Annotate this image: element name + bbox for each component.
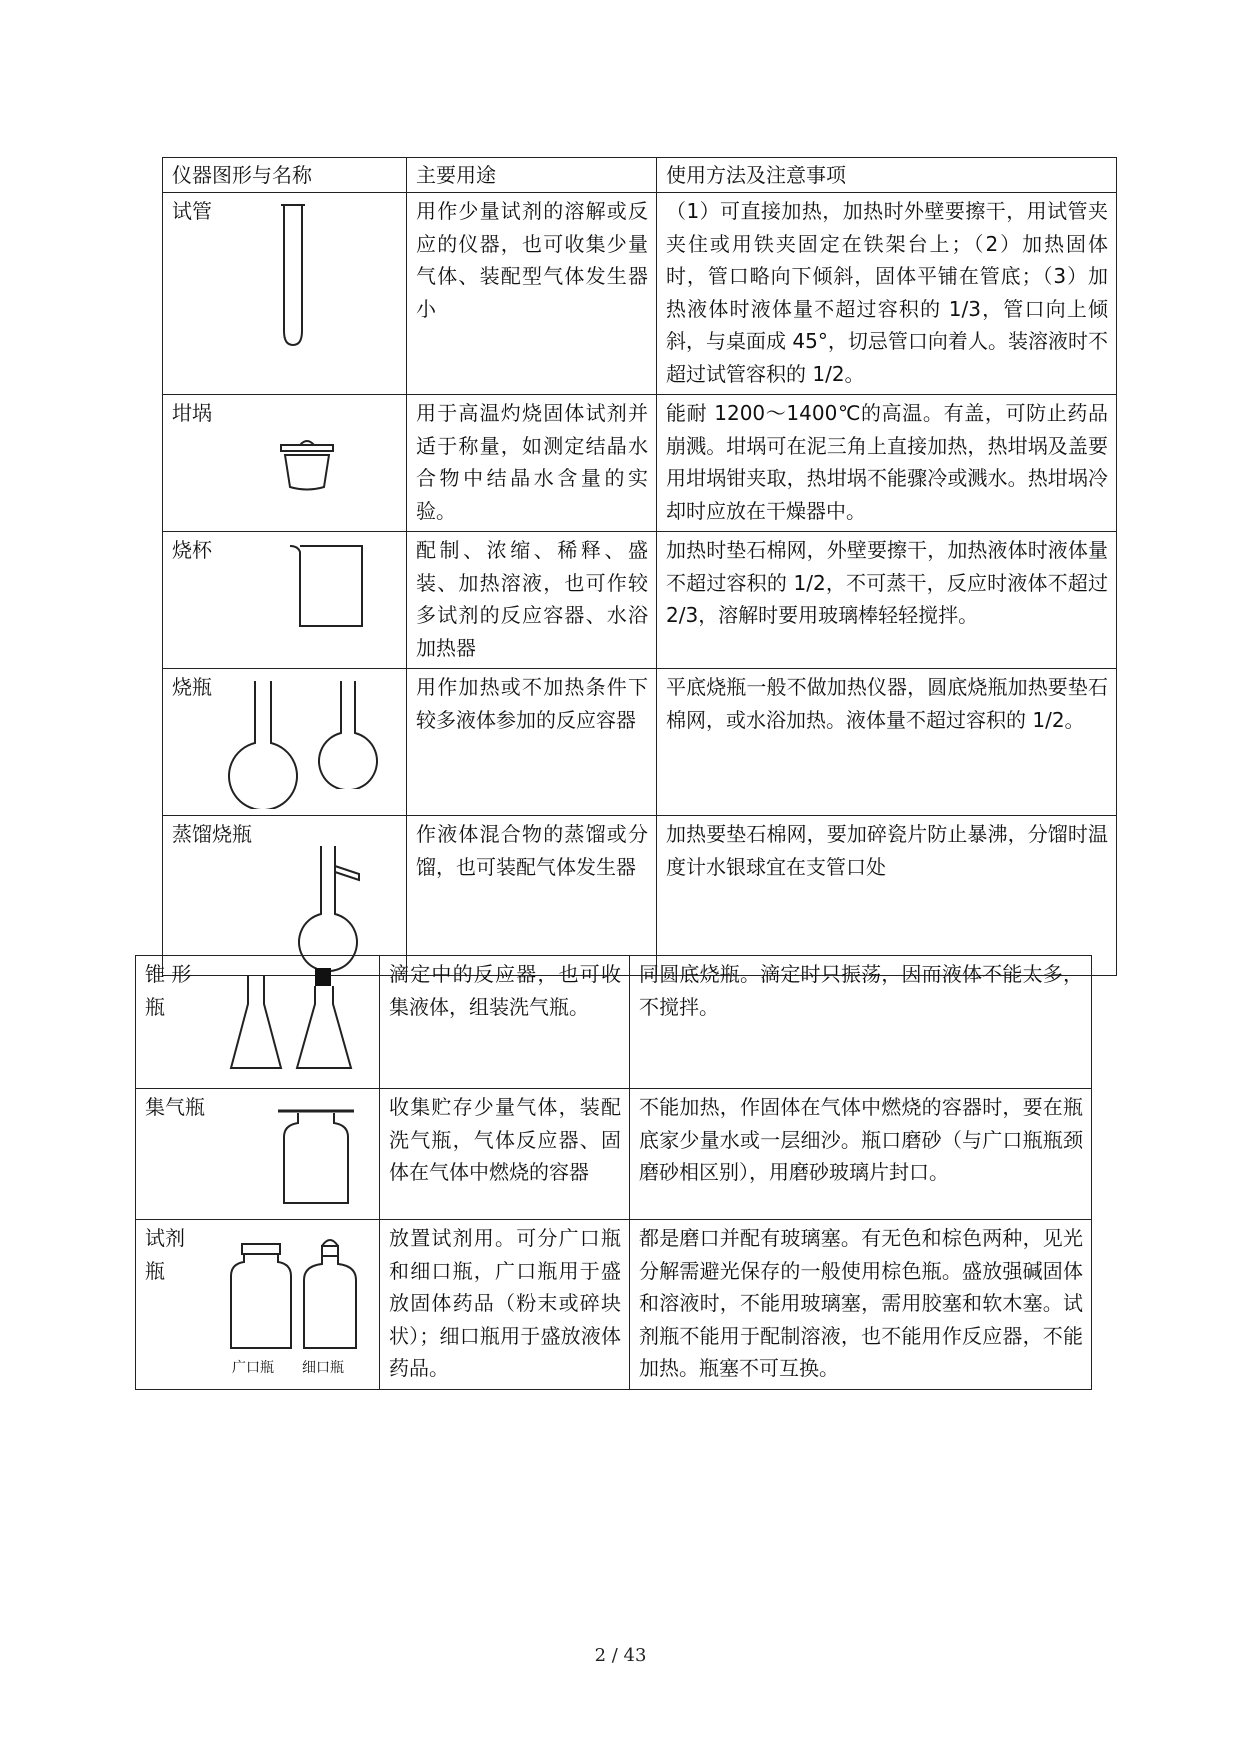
- table-row: [136, 956, 1092, 1089]
- test-tube-icon: [278, 201, 308, 351]
- notes-cell: 能耐 1200～1400℃的高温。有盖，可防止药品崩溅。坩埚可在泥三角上直接加热，热坩埚及盖要用坩埚钳夹取，热坩埚不能骤冷或溅水。热坩埚冷却时应放在干燥器中。: [657, 395, 1117, 532]
- notes-cell: 平底烧瓶一般不做加热仪器，圆底烧瓶加热要垫石棉网，或水浴加热。液体量不超过容积的 1/2。: [657, 669, 1117, 816]
- header-cell: 仪器图形与名称: [163, 158, 407, 193]
- wide-mouth-bottle-icon: [228, 1242, 294, 1354]
- table-row: [163, 193, 1117, 395]
- crucible-icon: [278, 437, 336, 493]
- use-cell: 滴定中的反应器，也可收集液体，组装洗气瓶。: [380, 956, 630, 1089]
- apparatus-cell: [136, 1089, 380, 1220]
- apparatus-name: 集气瓶: [145, 1095, 205, 1119]
- apparatus-table-2: [135, 955, 1092, 1390]
- apparatus-name: 蒸馏烧瓶: [172, 822, 252, 846]
- apparatus-cell: [163, 669, 407, 816]
- narrow-mouth-bottle-label: 细口瓶: [302, 1360, 344, 1376]
- apparatus-name: 试剂 瓶: [145, 1226, 185, 1283]
- flat-bottom-flask-icon: [313, 679, 383, 789]
- notes-cell: （1）可直接加热，加热时外壁要擦干，用试管夹夹住或用铁夹固定在铁架台上；（2）加热固体时，管口略向下倾斜，固体平铺在管底；（3）加热液体时液体量不超过容积的 1/3，管口向上倾斜，与桌面成 45°，切忌管口向着人。装溶液时不超过试管容积的 1/2。: [657, 193, 1117, 395]
- apparatus-name: 锥 形 瓶: [145, 962, 192, 1019]
- notes-cell: 加热要垫石棉网，要加碎瓷片防止暴沸，分馏时温度计水银球宜在支管口处: [657, 816, 1117, 976]
- apparatus-cell: [136, 1220, 380, 1390]
- use-cell: 用于高温灼烧固体试剂并适于称量，如测定结晶水合物中结晶水含量的实验。: [407, 395, 657, 532]
- table-row: [136, 1089, 1092, 1220]
- notes-cell: 不能加热，作固体在气体中燃烧的容器时，要在瓶底家少量水或一层细沙。瓶口磨砂（与广口瓶瓶颈磨砂相区别），用磨砂玻璃片封口。: [630, 1089, 1092, 1220]
- use-cell: 用作少量试剂的溶解或反应的仪器，也可收集少量气体、装配型气体发生器小: [407, 193, 657, 395]
- apparatus-name: 坩埚: [172, 401, 212, 425]
- use-cell: 收集贮存少量气体，装配洗气瓶，气体反应器、固体在气体中燃烧的容器: [380, 1089, 630, 1220]
- apparatus-cell: [163, 816, 407, 976]
- header-cell: 使用方法及注意事项: [657, 158, 1117, 193]
- narrow-mouth-bottle-icon: [300, 1234, 360, 1354]
- notes-cell: 同圆底烧瓶。滴定时只振荡，因而液体不能太多，不搅拌。: [630, 956, 1092, 1089]
- apparatus-name: 烧杯: [172, 538, 212, 562]
- table-row: [163, 532, 1117, 669]
- table-header-row: [163, 158, 1117, 193]
- use-cell: 用作加热或不加热条件下较多液体参加的反应容器: [407, 669, 657, 816]
- beaker-icon: [288, 540, 370, 632]
- use-cell: 作液体混合物的蒸馏或分馏，也可装配气体发生器: [407, 816, 657, 976]
- stoppered-conical-flask-icon: [294, 966, 354, 1074]
- round-bottom-flask-icon: [225, 679, 301, 809]
- apparatus-name: 试管: [172, 199, 212, 223]
- apparatus-cell: [136, 956, 380, 1089]
- table-row: [163, 816, 1117, 976]
- table-row: [163, 669, 1117, 816]
- notes-cell: 都是磨口并配有玻璃塞。有无色和棕色两种，见光分解需避光保存的一般使用棕色瓶。盛放强碱固体和溶液时，不能用玻璃塞，需用胶塞和软木塞。试剂瓶不能用于配制溶液，也不能用作反应器，不能加热。瓶塞不可互换。: [630, 1220, 1092, 1390]
- page-number: 2 / 43: [594, 1645, 647, 1666]
- gas-collecting-bottle-icon: [276, 1107, 356, 1211]
- use-cell: 放置试剂用。可分广口瓶和细口瓶，广口瓶用于盛放固体药品（粉末或碎块状）；细口瓶用于盛放液体药品。: [380, 1220, 630, 1390]
- apparatus-table-1: [162, 157, 1117, 976]
- conical-flask-icon: [228, 974, 284, 1074]
- notes-cell: 加热时垫石棉网，外壁要擦干，加热液体时液体量不超过容积的 1/2，不可蒸干，反应时液体不超过 2/3，溶解时要用玻璃棒轻轻搅拌。: [657, 532, 1117, 669]
- use-cell: 配制、浓缩、稀释、盛装、加热溶液，也可作较多试剂的反应容器、水浴加热器: [407, 532, 657, 669]
- distillation-flask-icon: [291, 844, 377, 972]
- header-cell: 主要用途: [407, 158, 657, 193]
- wide-mouth-bottle-label: 广口瓶: [232, 1360, 274, 1376]
- apparatus-cell: [163, 193, 407, 395]
- apparatus-name: 烧瓶: [172, 675, 212, 699]
- apparatus-cell: [163, 395, 407, 532]
- apparatus-cell: [163, 532, 407, 669]
- table-row: [163, 395, 1117, 532]
- table-row: [136, 1220, 1092, 1390]
